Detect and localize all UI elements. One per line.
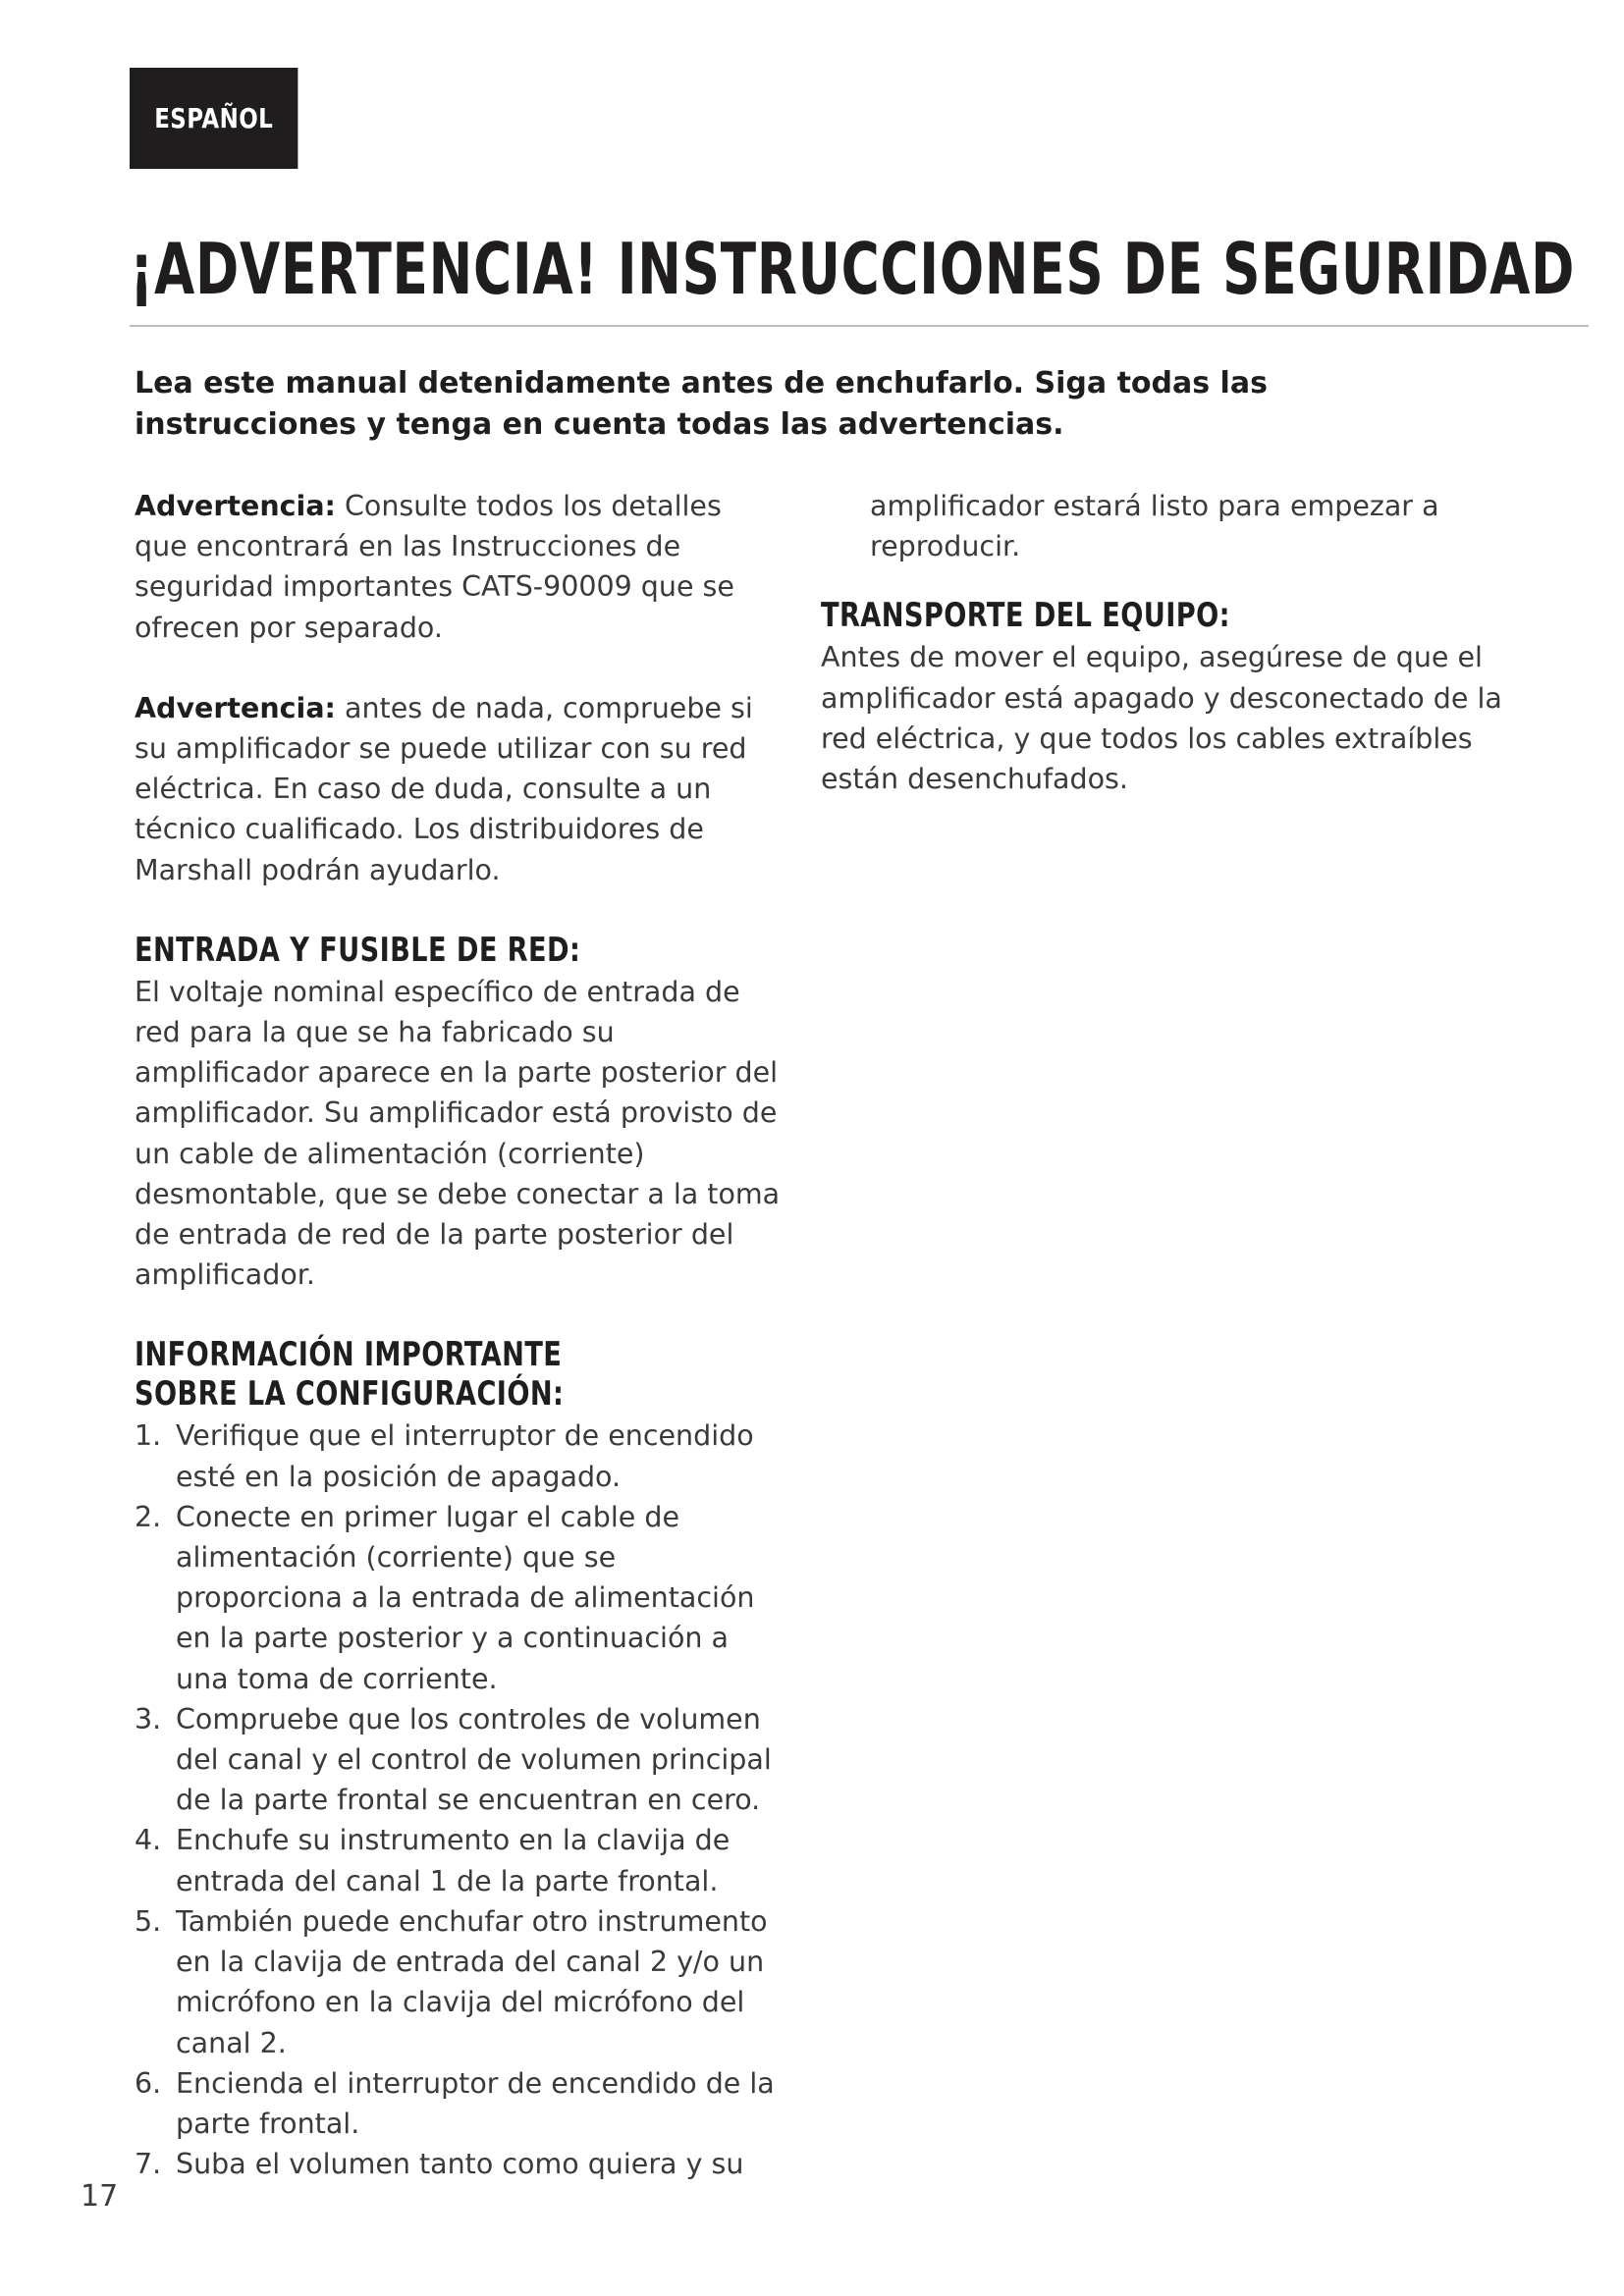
warning-2 bbox=[135, 688, 783, 890]
step-text: Compruebe que los controles de volumen del canal y el control de volumen principal de la parte frontal se encuentran en cero. bbox=[176, 1702, 772, 1817]
mains-text: El voltaje nominal específico de entrada de red para la que se ha fabricado su amplificador aparece en la parte posterior del amplificador. Su amplificador está provisto de un cable de alimentación (corriente) desmontable, que se debe conectar a la toma de entrada de red de la parte posterior del amplificador. bbox=[135, 975, 781, 1292]
warning-2-label: Advertencia: bbox=[135, 691, 336, 724]
transport-heading: TRANSPORTE DEL EQUIPO: bbox=[821, 596, 1230, 636]
step-number: 2. bbox=[135, 1500, 162, 1533]
step-number: 3. bbox=[135, 1702, 162, 1735]
step-number: 4. bbox=[135, 1824, 162, 1857]
setup-step bbox=[135, 1699, 783, 1821]
setup-step-continuation: amplificador estará listo para empezar a reproducir. bbox=[870, 490, 1439, 563]
setup-step bbox=[135, 1901, 783, 2063]
intro-text: Lea este manual detenidamente antes de enchufarlo. Siga todas las instrucciones y tenga en cuenta todas las advertencias. bbox=[135, 366, 1268, 442]
language-tab-label: ESPAÑOL bbox=[154, 102, 274, 134]
setup-step bbox=[135, 1820, 783, 1900]
step-text: Enchufe su instrumento en la clavija de entrada del canal 1 de la parte frontal. bbox=[176, 1824, 731, 1897]
setup-steps bbox=[135, 1415, 783, 2184]
setup-step bbox=[135, 1415, 783, 1496]
step-number: 5. bbox=[135, 1904, 162, 1938]
transport-text: Antes de mover el equipo, asegúrese de que el amplificador está apagado y desconectado de la red eléctrica, y que todos los cables extraíbles están desenchufados. bbox=[821, 641, 1502, 796]
setup-step bbox=[135, 1497, 783, 1699]
step-text: Encienda el interruptor de encendido de la parte frontal. bbox=[176, 2066, 775, 2140]
page-title: ¡ADVERTENCIA! INSTRUCCIONES DE SEGURIDAD bbox=[130, 228, 1576, 310]
step-number: 1. bbox=[135, 1419, 162, 1453]
page-number: 17 bbox=[81, 2179, 119, 2214]
step-text: También puede enchufar otro instrumento en la clavija de entrada del canal 2 y/o un micrófono en la clavija del micrófono del canal 2. bbox=[176, 1904, 768, 2059]
step-text: Conecte en primer lugar el cable de alimentación (corriente) que se proporciona a la entrada de alimentación en la parte posterior y a continuación a una toma de corriente. bbox=[176, 1500, 755, 1695]
setup-step bbox=[135, 2063, 783, 2144]
left-column bbox=[135, 486, 783, 2184]
mains-heading: ENTRADA Y FUSIBLE DE RED: bbox=[135, 930, 581, 970]
step-text: Verifique que el interruptor de encendido esté en la posición de apagado. bbox=[176, 1419, 754, 1493]
step-text: Suba el volumen tanto como quiera y su bbox=[176, 2148, 744, 2181]
warning-1-text: Consulte todos los detalles que encontrará en las Instrucciones de seguridad importantes CATS-90009 que se ofrecen por separado. bbox=[135, 490, 734, 644]
setup-step bbox=[135, 2144, 783, 2184]
warning-1-label: Advertencia: bbox=[135, 490, 336, 522]
right-column bbox=[821, 486, 1508, 839]
title-divider bbox=[130, 325, 1589, 327]
step-number: 7. bbox=[135, 2148, 162, 2181]
warning-1 bbox=[135, 486, 783, 648]
language-tab bbox=[130, 68, 298, 169]
setup-heading: INFORMACIÓN IMPORTANTE SOBRE LA CONFIGURACIÓN: bbox=[135, 1335, 565, 1415]
warning-2-text: antes de nada, compruebe si su amplificador se puede utilizar con su red eléctrica. En caso de duda, consulte a un técnico cualificado. Los distribuidores de Marshall podrán ayudarlo. bbox=[135, 691, 753, 886]
step-number: 6. bbox=[135, 2066, 162, 2100]
